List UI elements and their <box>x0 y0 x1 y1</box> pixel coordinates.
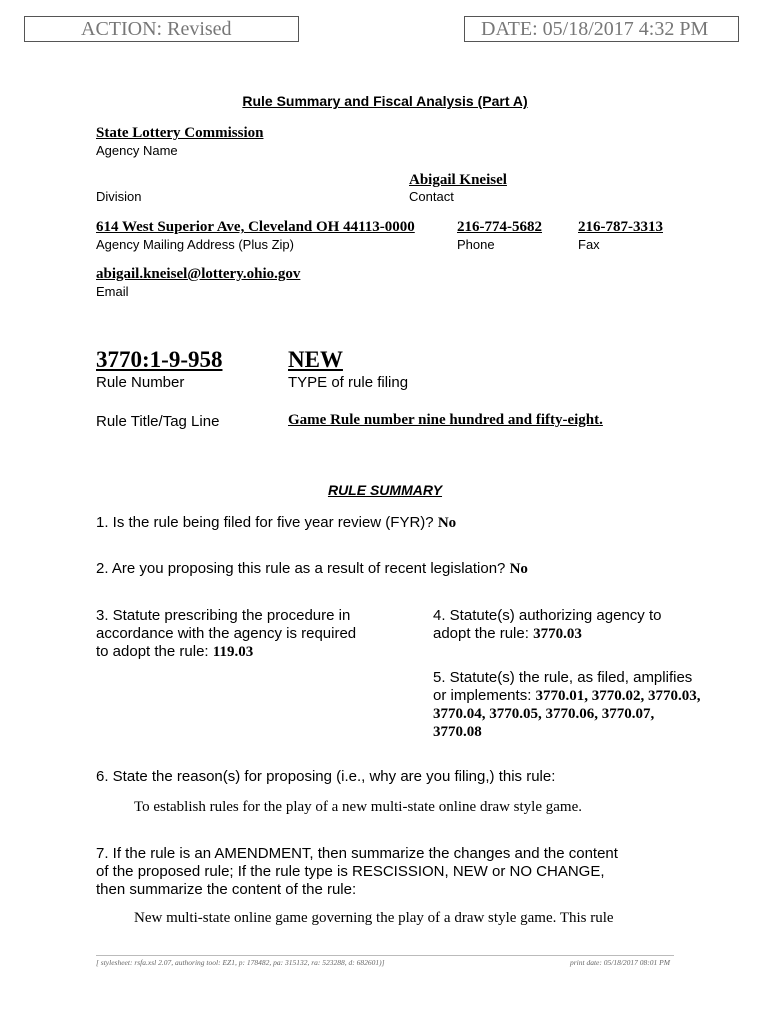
rule-type-label: TYPE of rule filing <box>288 374 409 391</box>
question-7-line2: of the proposed rule; If the rule type is RESCISSION, NEW or NO CHANGE, <box>96 863 605 880</box>
rule-summary-heading: RULE SUMMARY <box>327 482 443 498</box>
answer-6: To establish rules for the play of a new multi-state online draw style game. <box>134 799 582 815</box>
date-text: DATE: 05/18/2017 4:32 PM <box>481 18 709 40</box>
question-7-line1: 7. If the rule is an AMENDMENT, then summarize the changes and the content <box>96 845 618 862</box>
action-box <box>24 16 299 42</box>
email-value: abigail.kneisel@lottery.ohio.gov <box>96 266 301 282</box>
rule-type-value: NEW <box>288 347 343 372</box>
question-5 <box>433 669 753 741</box>
footer-print-date: print date: 05/18/2017 08:01 PM <box>570 958 670 967</box>
answer-4: 3770.03 <box>533 626 582 642</box>
address-value: 614 West Superior Ave, Cleveland OH 44113-0000 <box>96 219 415 235</box>
contact-value: Abigail Kneisel <box>409 172 507 188</box>
question-7 <box>96 845 716 899</box>
footer-stylesheet-info: [ stylesheet: rsfa.xsl 2.07, authoring tool: EZ1, p: 178482, pa: 315132, ra: 523288, d: 682601)] <box>96 958 385 967</box>
question-6: 6. State the reason(s) for proposing (i.e., why are you filing,) this rule: <box>96 768 556 785</box>
question-3-line3 <box>96 643 416 661</box>
agency-name-value: State Lottery Commission <box>96 125 264 141</box>
answer-5-line2: 3770.04, 3770.05, 3770.06, 3770.07, <box>433 706 655 722</box>
rule-number-value: 3770:1-9-958 <box>96 347 223 372</box>
date-box <box>464 16 739 42</box>
question-1-text: 1. Is the rule being filed for five year review (FYR)? <box>96 514 434 531</box>
page-title: Rule Summary and Fiscal Analysis (Part A) <box>242 93 528 109</box>
answer-5-line1: 3770.01, 3770.02, 3770.03, <box>535 688 701 704</box>
question-4 <box>433 607 743 643</box>
fax-label: Fax <box>578 237 600 252</box>
agency-name-label: Agency Name <box>96 143 178 158</box>
question-4-line1: 4. Statute(s) authorizing agency to <box>433 607 662 624</box>
question-4-line2 <box>433 625 743 643</box>
footer-divider <box>96 955 674 956</box>
question-2 <box>96 560 528 578</box>
answer-2: No <box>509 561 528 577</box>
question-4-text: adopt the rule: <box>433 625 529 642</box>
question-1 <box>96 514 456 532</box>
question-3 <box>96 607 416 661</box>
question-3-text: to adopt the rule: <box>96 643 209 660</box>
address-label: Agency Mailing Address (Plus Zip) <box>96 237 294 252</box>
question-7-line3: then summarize the content of the rule: <box>96 881 357 898</box>
answer-7: New multi-state online game governing the play of a draw style game. This rule <box>134 910 614 926</box>
phone-value: 216-774-5682 <box>457 219 542 235</box>
rule-number-label: Rule Number <box>96 374 185 391</box>
question-3-line2: accordance with the agency is required <box>96 625 357 642</box>
fax-value: 216-787-3313 <box>578 219 663 235</box>
answer-3: 119.03 <box>212 644 254 660</box>
division-label: Division <box>96 189 142 204</box>
question-5-line2 <box>433 687 753 705</box>
contact-label: Contact <box>409 189 454 204</box>
phone-label: Phone <box>457 237 495 252</box>
question-5-text: or implements: <box>433 687 532 704</box>
question-3-line1: 3. Statute prescribing the procedure in <box>96 607 351 624</box>
email-label: Email <box>96 284 129 299</box>
question-2-text: 2. Are you proposing this rule as a result of recent legislation? <box>96 560 506 577</box>
rule-title-value: Game Rule number nine hundred and fifty-eight. <box>288 412 603 428</box>
answer-1: No <box>437 515 457 531</box>
action-text: ACTION: Revised <box>81 18 232 40</box>
question-5-line1: 5. Statute(s) the rule, as filed, amplifies <box>433 669 693 686</box>
rule-title-label: Rule Title/Tag Line <box>96 413 220 430</box>
answer-5-line3: 3770.08 <box>433 724 482 740</box>
